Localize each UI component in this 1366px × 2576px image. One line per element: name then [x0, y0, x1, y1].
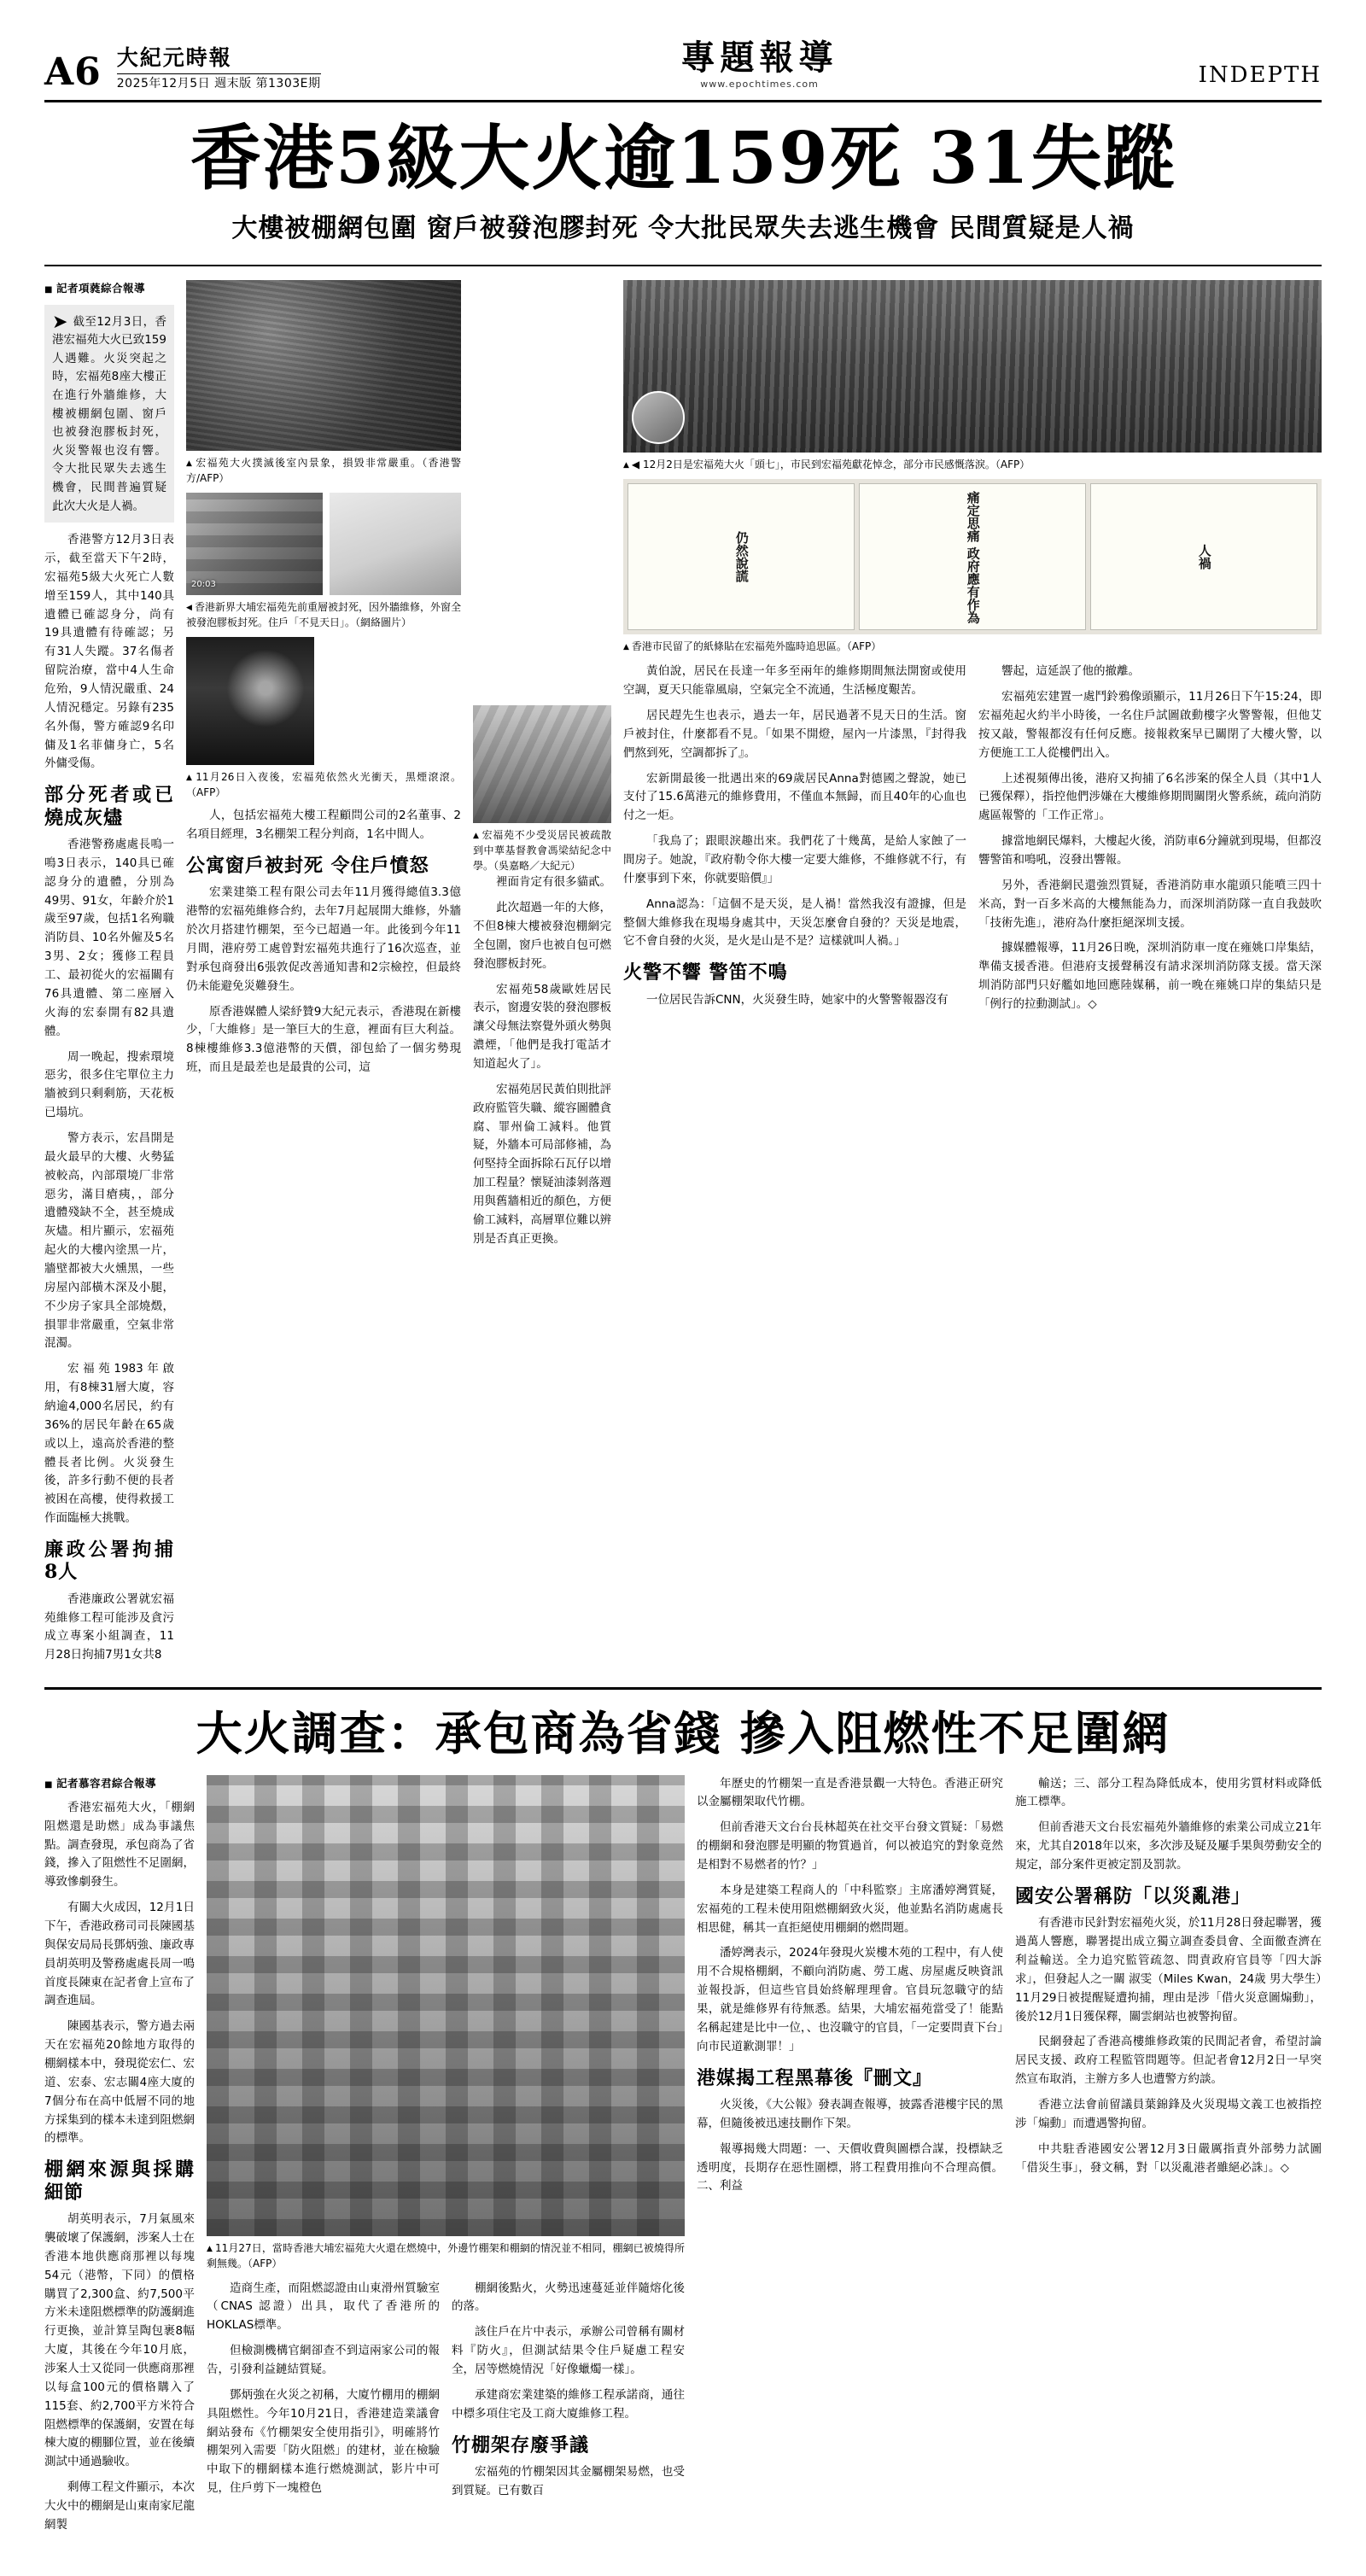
paragraph: 承建商宏業建築的維修工程承諾商，通往中標多項住宅及工商大廈維修工程。 [452, 2387, 685, 2421]
bottom-story-headline: 大火調查：承包商為省錢 摻入阻燃性不足圍網 [196, 1706, 1170, 1761]
subheading: 公寓窗戶被封死 令住戶憤怒 [186, 855, 429, 878]
subheading: 國安公署稱防「以災亂港」 [1015, 1884, 1252, 1907]
inset-avatar [632, 391, 685, 444]
bottom-column-5 [1015, 1775, 1322, 2542]
paragraph: 鄧炳強在火災之初稱，大廈竹棚用的棚網具阻燃性。今年10月21日，香港建造業議會網站發布《竹棚架安全使用指引》，明確將竹棚架列入需要「防火阻燃」的建材，並在檢驗中取下的棚網樣本進行燃燒測試，影片中可見，住戶剪下一塊橙色 [207, 2387, 440, 2496]
bottom-story-byline: ■ 記者慕容君綜合報導 [44, 1775, 195, 1792]
paragraph: 響起，這延誤了他的撤離。 [1001, 664, 1140, 679]
top-story-body [44, 280, 1322, 1672]
section-title-cn: 專題報導 [680, 38, 838, 78]
photo-watermark: 20:03 [191, 580, 216, 590]
paragraph: 該住戶在片中表示，承辦公司曾稱有關材料『防火』，但測試結果令住戶疑慮工程安全，居等燃燒情況「好像蠟燭一樣」。 [452, 2325, 685, 2377]
photo-window-block [186, 493, 323, 595]
page-folio: A6 [44, 50, 102, 94]
photo-bamboo-scaffolding [207, 1775, 685, 2236]
bottom-column-4 [697, 1775, 1003, 2542]
paragraph: 本身是建築工程商人的「中科監察」主席潘婷灣質疑，宏福苑的工程未使用阻燃棚網致火災，他並點名消防處處長相思健，稱其一直拒絕使用棚網的燃問題。 [697, 1883, 1003, 1935]
subheading: 廉政公署拘捕8人 [44, 1538, 174, 1584]
section-url: www.epochtimes.com [700, 79, 819, 90]
paragraph: 宏福苑的竹棚架因其金屬棚架易燃，也受到質疑。已有數百 [452, 2465, 685, 2497]
paragraph: 香港警務處處長嗚一鳴3日表示，140具已確認身分的遺體，分別為49男、91女，年齡介於1歲至97歲，包括1名殉職消防員、10名外僱及5名3男、2女；獲修工程員工、最初從火的宏福關有76具遺體、第二座層入火海的宏泰開有82具遺體。 [44, 838, 174, 1038]
paper-name: 大紀元時報 [116, 45, 232, 71]
column-1 [44, 280, 174, 1672]
lede-text: 截至12月3日，香港宏福苑大火已致159人遇難。火災突起之時，宏福苑8座大樓正在進行外牆維修，大樓被棚網包圍、窗戶也被發泡膠板封死，火災警報也沒有響。令大批民眾失去逃生機會，民間普遍質疑此次大火是人禍。 [52, 314, 166, 513]
paragraph: 宏福苑居民黃伯則批評政府監管失職、縱容圖體貪腐、罪州倫工減料。他質疑，外牆本可局部修補，為何堅持全面拆除石瓦仔以增加工程量？懷疑油漆剝落週用與舊牆相近的顏色，方便偷工減料，高層單位難以辨別是否真正更換。 [473, 1082, 611, 1246]
paragraph: 香港廉政公署就宏福苑維修工程可能涉及貪污成立專案小組調查，11月28日拘捕7男1女共8 [44, 1592, 174, 1662]
photo-caption: ▲ 11月27日，當時香港大埔宏福苑大火還在燃燒中，外邊竹棚架和棚網的情況並不相同，棚網已被燒得所剩無幾。（AFP） [207, 2240, 685, 2271]
paragraph: Anna認為：「這個不是天災，是人禍！當然我沒有證據，但是整個大維修我在現場身處其中，天災怎麼會自發的？天災是地震，它不會自發的火災，是火是山是不是？這樣就叫人禍。」 [623, 897, 966, 949]
column-3 [473, 280, 611, 1672]
paragraph: 但前香港天文台長宏福苑外牆維修的索業公司成立21年來，尤其自2018年以來，多次涉及疑及屢手果與勞動安全的規定，部分案件更被定罰及罰款。 [1015, 1820, 1322, 1872]
paragraph: 「我鳥了；跟眼淚趣出來。我們花了十幾萬，是給人家蝕了一間房子。她說，『政府勒令你大樓一定要大維修，不維修就不行，有什麼事到下來，你就要賠價』」 [623, 834, 966, 885]
paragraph: 有關大火成因，12月1日下午，香港政務司司長陳國基與保安局局長鄧炳強、廉政專員胡英明及警務處處長周一鳴首度長陳東在記者會上宣布了調查進屆。 [44, 1901, 195, 2008]
paragraph: 有香港市民針對宏福苑火災，於11月28日發起聯署，獲過萬人響應，聯署提出成立獨立調查委員會、全面徹查濟在利益輸送。全力追究監管疏忽、問責政府官員等「四大訴求」，但發起人之一關 淑雯（Miles Kwan，24歲 男大學生）11月29日被提醒疑遭拘捕，理由是涉「借火災意圖煽動」，後於12月1日獲保釋，關雲網站也被警拘留。 [1015, 1916, 1322, 2024]
paragraph: 火災後，《大公報》發表調查報導，披露香港樓宇民的黑幕，但隨後被迅速技刪作下架。 [697, 2098, 1003, 2130]
bottom-column-3 [452, 2280, 685, 2508]
top-story-subheadline: 大樓被棚網包圍 窗戶被發泡膠封死 令大批民眾失去逃生機會 民間質疑是人禍 [231, 213, 1135, 244]
paragraph: 民網發起了香港高樓維修政策的民間記者會，希望討論居民支援、政府工程監管問題等。但記者會12月2日一早突然宣布取消，主辦方多人也遭警方約談。 [1015, 2035, 1322, 2087]
subheading: 竹棚架存廢爭議 [452, 2433, 590, 2456]
photo-caption: ▲ ◀ 12月2日是宏福苑大火「頭七」，市民到宏福苑獻花悼念，部分市民感慨落淚。（AFP） [623, 457, 1322, 472]
subheading: 部分死者或已燒成灰燼 [44, 784, 174, 829]
paragraph: 香港宏福苑大火，「棚網阻燃還是助燃」成為事議焦點。調查發現，承包商為了省錢，摻入了阻燃性不足圍網，導致慘劇發生。 [44, 1800, 195, 1890]
poster-grid [623, 479, 1322, 634]
paragraph: 報導揭幾大問題：一、天價收費與圖標合謀，投標缺乏透明度，長期存在惡性圍標，將工程費用推向不合理高價。二、利益 [697, 2141, 1003, 2193]
paragraph: 此次超過一年的大修，不但8棟大樓被發泡棚網完全包圍，窗戶也被自包可燃發泡膠板封死。 [473, 901, 611, 971]
photo-foam-board-window [330, 493, 461, 595]
top-story-lede [44, 305, 174, 523]
bottom-photo-column [207, 1775, 685, 2542]
right-text-columns [623, 663, 1322, 1021]
paragraph: 輸送；三、部分工程為降低成本，使用劣質材料或降低施工標準。 [1015, 1776, 1322, 1809]
bottom-story-body [44, 1775, 1322, 2542]
bottom-under-photo-columns [207, 2280, 685, 2508]
page-title: 香港5級大火逾159死 31失蹤 [190, 116, 1176, 200]
column-4 [623, 663, 966, 1021]
photo-caption: ▲ 11月26日入夜後，宏福苑依然火光衝天，黑煙滾滾。（AFP） [186, 769, 461, 800]
paragraph: 一位居民告訴CNN，火災發生時，她家中的火警警報器沒有 [646, 992, 949, 1007]
paragraph: 黃伯說，居民在長達一年多至兩年的維修期間無法開窗或使用空調，夏天只能靠風扇，空氣完全不流通，生活極度艱苦。 [623, 664, 966, 698]
paragraph: 造商生產，而阻燃認證由山東滑州質驗室（CNAS 認證）出具，取代了香港所的HOKLAS標準。 [207, 2281, 440, 2333]
paragraph: 周一晚起，搜索環境惡劣，很多住宅單位主力牆被到只剩剩筋，天花板已塌坑。 [44, 1049, 174, 1120]
paragraph: 宏業建築工程有限公司去年11月獲得總值3.3億港幣的宏福苑維修合約，去年7月起展開大維修，外牆於次月搭建竹棚架，至今已超過一年。此後到今年11月間，港府勞工處曾對宏福苑共進行了16次巡查，並對承包商發出6張敦促改善通知書和2宗檢控，但最終仍未能避免災難發生。 [186, 885, 461, 993]
paragraph: 中共駐香港國安公署12月3日嚴厲指責外部勢力試圖「借災生事」，發文稱，對「以災亂港者雖絕必誅」。◇ [1015, 2141, 1322, 2175]
paragraph: 宏福苑宏建置一處鬥鈴鴉像頭顯示，11月26日下午15:24，即宏福苑起火約半小時後，一名住戶試圖啟動樓字火警警報，但他艾按又敲，警報都沒有任何反應。接報救案早已關閉了大樓火警，以方便施工工人從樓們出入。 [978, 690, 1322, 760]
poster-item: 仍然說謊 [628, 483, 855, 630]
photo-caption: ▲ 宏福苑大火撲滅後室內景象，損毀非常嚴重。（香港警方/AFP） [186, 455, 461, 486]
bottom-column-2 [207, 2280, 440, 2508]
paragraph: 陳國基表示，警方過去兩天在宏福苑20餘地方取得的棚網樣本中，發現從宏仁、宏道、宏泰、宏志關4座大廈的7個分布在高中低層不同的地方採集到的樣本未達到阻燃網的標準。 [44, 2019, 195, 2146]
top-story-headline-block [44, 102, 1322, 266]
paragraph: 據媒體報導，11月26日晚，深圳消防車一度在雍姚口岸集結，準備支援香港。但港府支援聲稱沒有請求深圳消防隊支援。當天深圳消防部門只好艦如地回應陸媒稱，前一晚在雍姚口岸的集結只是「例行的拉動測試」。◇ [978, 941, 1322, 1012]
paragraph: 胡英明表示，7月氣風來襲破壞了保護網，涉案人士在香港本地供應商那裡以每塊54元（港幣，下同）的價格購買了2,300盒、約7,500平方米未達阻燃標準的防護網進行更換，並計算呈陶包裹8幅大廈，其後在今年10月底，涉案人士又從同一供應商那裡以每盒100元的價格購入了115套、約2,700平方米符合阻燃標準的保護網，安置在每棟大廈的棚腳位置，並在後續測試中通過驗收。 [44, 2212, 195, 2469]
subheading: 棚網來源與採購細節 [44, 2158, 195, 2204]
paragraph: 人，包括宏福苑大樓工程顧問公司的2名董事、2名項目經理，3名棚架工程分判商，1名中間人。 [186, 809, 461, 842]
section-heading [321, 39, 1199, 91]
column-2 [186, 280, 461, 1672]
poster-item: 人禍 [1090, 483, 1317, 630]
paragraph: 另外，香港網民還強烈質疑，香港消防車水龍頭只能噴三四十米高，對一百多米高的大樓無能為力，而深圳消防隊一直自我鼓吹「技術先進」，港府為什麼拒絕深圳支援。 [978, 878, 1322, 930]
photo-night-fire [186, 637, 314, 765]
photo-burned-room [186, 280, 461, 451]
masthead-left [44, 44, 321, 94]
photo-pair-row [186, 493, 461, 595]
photo-evacuees-shelter [473, 705, 611, 823]
paragraph: 警方表示，宏昌開是最火最早的大樓、火勢猛被較高，內部環境厂非常惡劣，滿目瘡痍，，部分遺體殘缺不全，甚至燒成灰燼。相片顯示，宏福苑起火的大樓內塗黑一片，牆壁都被大火燻黑，一些房屋內部橫木深及小腿，不少房子家具全部燒燬，損罪非常嚴重，空氣非常混濁。 [44, 1130, 174, 1351]
photo-memorial-flowers [623, 280, 1322, 453]
paper-date: 2025年12月5日 週末版 第1303E期 [117, 73, 321, 92]
arrow-icon: ➤ [52, 311, 68, 333]
paragraph: 據當地網民爆料，大樓起火後，消防車6分鐘就到現場，但都沒響警笛和鳴吼，沒發出響報。 [978, 834, 1322, 867]
paragraph: 原香港媒體人梁紓贊9大紀元表示，香港現在新樓少，「大維修」是一筆巨大的生意，裡面有巨大利益。8棟樓維修3.3億港幣的天價，卻包給了一個劣勢現班，而且是最差也是最貴的公司，這 [186, 1004, 461, 1075]
column-right-group [623, 280, 1322, 1672]
poster-item: 痛定思痛 政府應有作為 [859, 483, 1086, 630]
photo-caption: ◀ 香港新界大埔宏福苑先前重層被封死，因外牆維修，外窗全被發泡膠板封死。住戶「不見天日」。（網絡圖片） [186, 599, 461, 630]
photo-caption: ▲ 香港市民留了的紙條貼在宏福苑外臨時追思區。（AFP） [623, 639, 1322, 654]
section-title-en: INDEPTH [1198, 62, 1322, 88]
paragraph: 年歷史的竹棚架一直是香港景觀一大特色。香港正研究以金屬棚架取代竹棚。 [697, 1776, 1003, 1809]
bottom-column-1 [44, 1775, 195, 2542]
paragraph: 香港警方12月3日表示，截至當天下午2時，宏福苑5級大火死亡人數增至159人，其中140具遺體已確認身分，尚有19具遺體有待確認；另有31人失蹤。37名傷者留院治療，當中4人生命危殆，9人情況嚴重、24人情況穩定。另錄有235名外傷，警方確認9名印傭及1名菲傭身亡，5名外傭受傷。 [44, 533, 174, 771]
paragraph: 剩傳工程文件顯示，本次大火中的棚網是山東南家尼龍網製 [44, 2480, 195, 2532]
top-story-byline: ■ 記者項蕤綜合報導 [44, 280, 174, 297]
paragraph: 裡面肯定有很多貓貳。 [496, 875, 611, 890]
subheading: 火警不響 警笛不鳴 [623, 961, 788, 984]
photo-protest-posters [623, 479, 1322, 634]
paragraph: 棚網後點火，火勢迅速蔓延並伴隨熔化後的落。 [452, 2281, 685, 2314]
paragraph: 宏福苑1983年啟用，有8棟31層大廈，容納逾4,000名居民，約有36%的居民年齡在65歲或以上，遠高於香港的整體長者比例。火災發生後，許多行動不便的長者被困在高樓，使得救援工作面臨極大挑戰。 [44, 1362, 174, 1526]
section-divider [44, 1687, 1322, 1690]
paragraph: 宏福苑58歲歐姓居民表示，窗邊安裝的發泡膠板讓父母無法察覺外頭火勢與濃煙，「他們是我打電話才知道起火了」。 [473, 982, 611, 1072]
subheading: 港媒揭工程黑幕後『刪文』 [697, 2066, 933, 2089]
paragraph: 居民趕先生也表示，過去一年，居民過著不見天日的生活。窗戶被封住，什麼都看不見。「如果不開燈，屋內一片漆黑，『封得我們熬到死，空調都拆了』。 [623, 709, 966, 760]
photo-caption: ▲ 宏福苑不少受災居民被疏散到中華基督教會馮梁結紀念中學。（吳嘉略／大紀元） [473, 827, 611, 873]
paper-identity [117, 44, 321, 91]
paragraph: 宏新開最後一批遇出來的69歲居民Anna對德國之聲說，她已支付了15.6萬港元的維修費用，不僅血本無歸，而且40年的心血也付之一炬。 [623, 771, 966, 823]
photo-caption-text: 12月2日是宏福苑大火「頭七」，市民到宏福苑獻花悼念，部分市民感慨落淚。（AFP） [642, 459, 1030, 471]
column-5 [978, 663, 1322, 1021]
paragraph: 但檢測機構官網卻查不到這兩家公司的報告，引發利益鏈結質疑。 [207, 2344, 440, 2377]
photo-white-room-block [330, 493, 461, 595]
photo-sealed-window [186, 493, 323, 595]
paragraph: 但前香港天文台台長林超英在社交平台發文質疑：「易燃的棚網和發泡膠是明顯的物質過首，何以被追究的對象竟然是相對不易燃者的竹？」 [697, 1820, 1003, 1872]
paragraph: 香港立法會前留議員葉錦鋒及火災現場文義工也被指控涉「煽動」而遭遇警拘留。 [1015, 2098, 1322, 2130]
masthead [44, 39, 1322, 102]
paragraph: 潘婷灣表示，2024年發現火炭樓木苑的工程中，有人使用不合規格棚網，不顧向消防處、勞工處、房屋處反映資訊並報投訴，但這些官員始終解理理會。官員玩忽職守的結果，就是維修界有待無悉。結果，大埔宏福苑當受了！能點名稱起建是比中一位，、也沒職守的官員，「一定要問責下台」向市民道歉測罪！」 [697, 1946, 1003, 2053]
paragraph: 上述視頻傳出後，港府又拘捕了6名涉案的保全人員（其中1人已獲保釋），指控他們涉嫌在大樓維修期間關閉火警系統，疏向消防處區報警的「工作正常」。 [978, 771, 1322, 823]
